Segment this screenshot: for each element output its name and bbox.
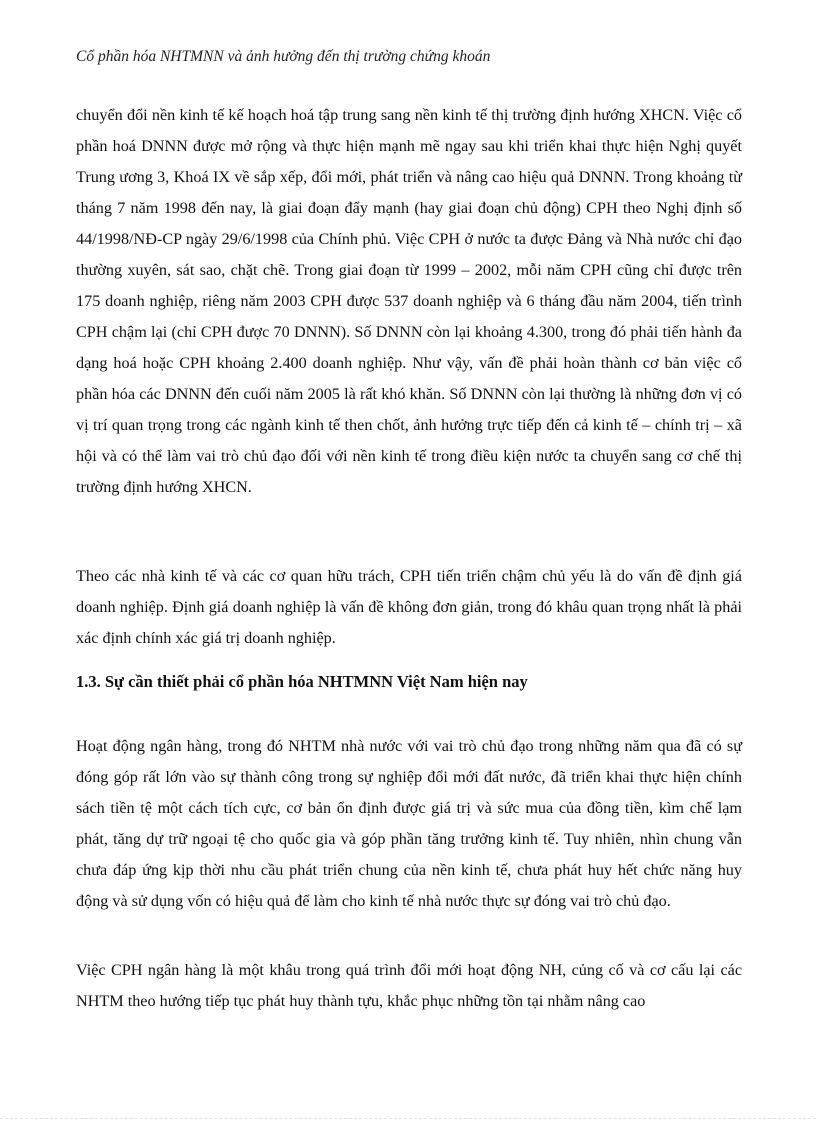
running-header: Cổ phần hóa NHTMNN và ảnh hưởng đến thị trường chứng khoán — [76, 48, 491, 65]
paragraph-1: chuyển đổi nền kinh tế kế hoạch hoá tập trung sang nền kinh tế thị trường định hướng XHCN. Việc cổ phần hoá DNNN được mở rộng và thực hiện mạnh mẽ ngay sau khi triển khai thực hiện Nghị quyết Trung ương 3, Khoá IX về sắp xếp, đổi mới, phát triển và nâng cao hiệu quả DNNN. Trong khoảng từ tháng 7 năm 1998 đến nay, là giai đoạn đẩy mạnh (hay giai đoạn chủ động) CPH theo Nghị định số 44/1998/NĐ-CP ngày 29/6/1998 của Chính phủ. Việc CPH ở nước ta được Đảng và Nhà nước chỉ đạo thường xuyên, sát sao, chặt chẽ. Trong giai đoạn từ 1999 – 2002, mỗi năm CPH cũng chỉ được trên 175 doanh nghiệp, riêng năm 2003 CPH được 537 doanh nghiệp và 6 tháng đầu năm 2004, tiến trình CPH chậm lại (chỉ CPH được 70 DNNN). Số DNNN còn lại khoảng 4.300, trong đó phải tiến hành đa dạng hoá hoặc CPH khoảng 2.400 doanh nghiệp. Như vậy, vấn đề phải hoàn thành cơ bản việc cổ phần hóa các DNNN đến cuối năm 2005 là rất khó khăn. Số DNNN còn lại thường là những đơn vị có vị trí quan trọng trong các ngành kinh tế then chốt, ảnh hưởng trực tiếp đến cả kinh tế – chính trị – xã hội và có thể làm vai trò chủ đạo đối với nền kinh tế trong điều kiện nước ta chuyển sang cơ chế thị trường định hướng XHCN. — [76, 106, 742, 496]
section-heading: 1.3. Sự cần thiết phải cổ phần hóa NHTMNN Việt Nam hiện nay — [76, 672, 528, 691]
paragraph-3: Hoạt động ngân hàng, trong đó NHTM nhà nước với vai trò chủ đạo trong những năm qua đã có sự đóng góp rất lớn vào sự thành công trong sự nghiệp đổi mới đất nước, đã triển khai thực hiện chính sách tiền tệ một cách tích cực, cơ bản ổn định được giá trị và sức mua của đồng tiền, kìm chế lạm phát, tăng dự trữ ngoại tệ cho quốc gia và góp phần tăng trưởng kinh tế. Tuy nhiên, nhìn chung vẫn chưa đáp ứng kịp thời nhu cầu phát triển chung của nền kinh tế, chưa phát huy hết chức năng huy động và sử dụng vốn có hiệu quả để làm cho kinh tế nhà nước thực sự đóng vai trò chủ đạo. — [76, 737, 742, 910]
paragraph-2: Theo các nhà kinh tế và các cơ quan hữu trách, CPH tiến triển chậm chủ yếu là do vấn đề định giá doanh nghiệp. Định giá doanh nghiệp là vấn đề không đơn giản, trong đó khâu quan trọng nhất là phải xác định chính xác giá trị doanh nghiệp. — [76, 567, 742, 647]
paragraph-4: Việc CPH ngân hàng là một khâu trong quá trình đổi mới hoạt động NH, củng cố và cơ cấu lại các NHTM theo hướng tiếp tục phát huy thành tựu, khắc phục những tồn tại nhằm nâng cao — [76, 961, 742, 1010]
paragraph-4-container — [0, 955, 816, 1019]
page-bottom-rule — [0, 1118, 816, 1119]
